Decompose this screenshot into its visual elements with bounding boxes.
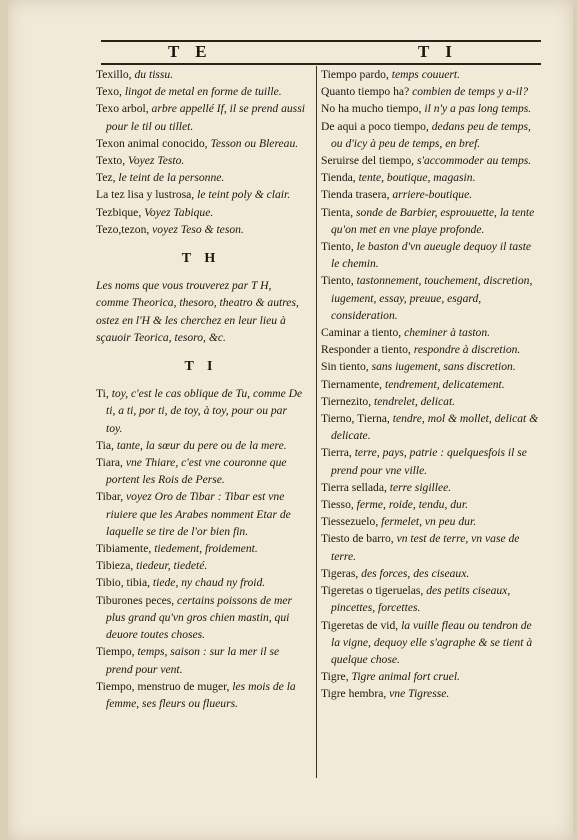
dictionary-entry bbox=[96, 152, 306, 169]
dictionary-entry bbox=[96, 540, 306, 557]
left-column bbox=[96, 66, 306, 712]
dictionary-entry bbox=[321, 530, 541, 564]
entry-definition: arbre appellé If, il se prend aussi pour le til ou tillet. bbox=[106, 102, 305, 133]
entry-definition: tendrement, delicatement. bbox=[382, 377, 505, 391]
entry-definition: vne Tigresse. bbox=[386, 687, 450, 701]
entry-definition: arriere-boutique. bbox=[389, 188, 473, 202]
dictionary-entry bbox=[96, 66, 306, 83]
entry-headword: Responder a tiento, bbox=[321, 343, 411, 357]
entry-definition: terre sigillee. bbox=[386, 480, 452, 494]
entry-headword: Tiento, bbox=[321, 274, 354, 288]
right-column bbox=[321, 66, 541, 703]
running-head-right: T I bbox=[418, 42, 458, 61]
dictionary-entry bbox=[321, 152, 541, 169]
entry-definition: Tesson ou Blereau. bbox=[207, 136, 299, 150]
dictionary-entry bbox=[321, 118, 541, 152]
dictionary-entry bbox=[321, 272, 541, 324]
column-divider bbox=[316, 66, 317, 778]
entry-definition: tendrelet, delicat. bbox=[371, 394, 456, 408]
ti-entry-list bbox=[96, 385, 306, 712]
dictionary-entry bbox=[321, 410, 541, 444]
entry-headword: Tiessezuelo, bbox=[321, 515, 379, 529]
entry-headword: Tiempo, bbox=[96, 645, 135, 659]
entry-headword: No ha mucho tiempo, bbox=[321, 102, 422, 116]
dictionary-entry bbox=[96, 385, 306, 437]
entry-headword: Caminar a tiento, bbox=[321, 326, 402, 340]
entry-definition: ferme, roide, tendu, dur. bbox=[353, 498, 468, 512]
dictionary-entry bbox=[321, 479, 541, 496]
entry-definition: la vuille fleau ou tendron de la vigne, dequoy elle s'agraphe & se tient à quelque chose. bbox=[331, 618, 533, 666]
entry-definition: les mois de la femme, ses fleurs ou flueurs. bbox=[106, 679, 296, 710]
dictionary-entry bbox=[321, 324, 541, 341]
dictionary-entry bbox=[96, 100, 306, 134]
entry-definition: voyez Oro de Tibar : Tibar est vne riuiere que les Arabes nomment Etar de laquelle se tire de l'or bien fin. bbox=[106, 490, 291, 538]
entry-headword: Quanto tiempo ha? bbox=[321, 85, 410, 99]
entry-headword: Tibio, tibia, bbox=[96, 576, 151, 590]
entry-headword: Seruirse del tiempo, bbox=[321, 154, 415, 168]
entry-headword: Tigeras, bbox=[321, 566, 359, 580]
dictionary-entry bbox=[321, 582, 541, 616]
entry-definition: tiedeur, tiedeté. bbox=[133, 559, 208, 573]
dictionary-entry bbox=[321, 668, 541, 685]
entry-headword: Tiernamente, bbox=[321, 377, 383, 391]
entry-headword: Texillo, bbox=[96, 68, 132, 81]
entry-definition: temps, saison : sur la mer il se prend pour vent. bbox=[106, 645, 280, 676]
entry-headword: Tibiamente, bbox=[96, 542, 152, 556]
dictionary-entry bbox=[96, 204, 306, 221]
dictionary-entry bbox=[96, 186, 306, 203]
section-heading-ti: T I bbox=[184, 359, 218, 375]
entry-headword: De aqui a poco tiempo, bbox=[321, 119, 429, 133]
entry-definition: terre, pays, patrie : quelquesfois il se prend pour vne ville. bbox=[331, 446, 527, 477]
dictionary-entry bbox=[96, 169, 306, 186]
entry-headword: Tezo,tezon, bbox=[96, 222, 150, 236]
dictionary-entry bbox=[96, 221, 306, 238]
dictionary-entry bbox=[321, 565, 541, 582]
dictionary-entry bbox=[321, 444, 541, 478]
dictionary-entry bbox=[321, 169, 541, 186]
dictionary-entry bbox=[321, 83, 541, 100]
dictionary-entry bbox=[321, 376, 541, 393]
dictionary-entry bbox=[96, 592, 306, 644]
entry-headword: Tiesto de barro, bbox=[321, 532, 394, 546]
section-heading-th: T H bbox=[181, 251, 221, 267]
dictionary-entry bbox=[321, 513, 541, 530]
dictionary-entry bbox=[96, 574, 306, 591]
entry-definition: sans iugement, sans discretion. bbox=[368, 360, 516, 374]
entry-definition: vne Thiare, c'est vne couronne que portent les Rois de Perse. bbox=[106, 456, 287, 487]
entry-headword: Texo arbol, bbox=[96, 102, 149, 116]
entry-headword: Tierra sellada, bbox=[321, 480, 387, 494]
dictionary-entry bbox=[321, 100, 541, 117]
dictionary-entry bbox=[96, 437, 306, 454]
entry-definition: il n'y a pas long temps. bbox=[421, 102, 532, 116]
entry-headword: Tiernezito, bbox=[321, 394, 372, 408]
dictionary-entry bbox=[96, 488, 306, 540]
entry-headword: Ti, bbox=[96, 387, 109, 401]
entry-headword: Tia, bbox=[96, 438, 114, 452]
entry-headword: Tiesso, bbox=[321, 498, 354, 512]
dictionary-entry bbox=[321, 238, 541, 272]
dictionary-entry bbox=[321, 358, 541, 375]
entry-definition: le baston d'vn aueugle dequoy il taste le chemin. bbox=[331, 240, 532, 271]
entry-definition: tiedement, froidement. bbox=[151, 542, 258, 556]
entry-headword: Tiara, bbox=[96, 456, 123, 470]
entry-definition: cheminer à taston. bbox=[401, 326, 491, 340]
entry-definition: Voyez Tabique. bbox=[141, 205, 214, 219]
entry-definition: le teint poly & clair. bbox=[194, 188, 291, 202]
entry-headword: Tienda trasera, bbox=[321, 188, 390, 202]
entry-definition: des forces, des ciseaux. bbox=[358, 566, 470, 580]
entry-headword: Tezbique, bbox=[96, 205, 142, 219]
entry-headword: Tibieza, bbox=[96, 559, 134, 573]
entry-headword: Tienta, bbox=[321, 205, 354, 219]
dictionary-entry bbox=[321, 496, 541, 513]
entry-headword: Tigre hembra, bbox=[321, 687, 387, 701]
entry-definition: voyez Teso & teson. bbox=[149, 222, 244, 236]
entry-definition: tiede, ny chaud ny froid. bbox=[150, 576, 266, 590]
entry-definition: tendre, mol & mollet, delicat & delicate. bbox=[331, 412, 539, 443]
entry-headword: Texon animal conocido, bbox=[96, 136, 208, 150]
entry-headword: Texo, bbox=[96, 85, 122, 99]
dictionary-entry bbox=[96, 678, 306, 712]
entry-headword: Tigeretas o tigeruelas, bbox=[321, 584, 424, 598]
entry-definition: tente, boutique, magasin. bbox=[355, 171, 476, 185]
entry-definition: du tissu. bbox=[131, 68, 174, 81]
entry-headword: Tiempo pardo, bbox=[321, 68, 389, 81]
entry-headword: Tierno, Tierna, bbox=[321, 412, 390, 426]
dictionary-entry bbox=[321, 186, 541, 203]
entry-headword: Tez, bbox=[96, 171, 116, 185]
entry-headword: Sin tiento, bbox=[321, 360, 369, 374]
dictionary-entry bbox=[321, 685, 541, 702]
entry-definition: respondre à discretion. bbox=[410, 343, 521, 357]
entry-headword: Tiburones peces, bbox=[96, 593, 175, 607]
entry-definition: certains poissons de mer plus grand qu'vn gros chien mastin, qui deuore toutes choses. bbox=[106, 593, 293, 642]
header-rule-top bbox=[101, 40, 541, 42]
entry-definition: Voyez Testo. bbox=[125, 154, 185, 168]
dictionary-entry bbox=[96, 557, 306, 574]
entry-headword: Tiento, bbox=[321, 240, 354, 254]
entry-definition: fermelet, vn peu dur. bbox=[378, 515, 477, 529]
entry-definition: combien de temps y a-il? bbox=[409, 85, 529, 99]
entry-headword: Tienda, bbox=[321, 171, 356, 185]
dictionary-entry bbox=[321, 393, 541, 410]
right-entry-list bbox=[321, 66, 541, 703]
entry-definition: dedans peu de temps, ou d'icy à peu de temps, en bref. bbox=[331, 119, 531, 150]
dictionary-entry bbox=[96, 135, 306, 152]
entry-definition: sonde de Barbier, esprouuette, la tente qu'on met en vne playe profonde. bbox=[331, 205, 535, 236]
dictionary-entry bbox=[321, 204, 541, 238]
entry-headword: Tiempo, menstruo de muger, bbox=[96, 679, 230, 693]
entry-definition: des petits ciseaux, pincettes, forcettes. bbox=[331, 584, 511, 615]
entry-headword: Tierra, bbox=[321, 446, 352, 460]
entry-definition: s'accommoder au temps. bbox=[414, 154, 532, 168]
entry-definition: tastonnement, touchement, discretion, iugement, essay, preuue, esgard, consideration. bbox=[331, 274, 533, 322]
entry-headword: Tigeretas de vid, bbox=[321, 618, 399, 632]
entry-definition: vn test de terre, vn vase de terre. bbox=[331, 532, 520, 563]
entry-definition: tante, la sœur du pere ou de la mere. bbox=[113, 438, 287, 452]
running-head-left: T E bbox=[168, 42, 213, 61]
entry-headword: Tigre, bbox=[321, 670, 349, 684]
dictionary-entry bbox=[321, 617, 541, 669]
entry-definition: temps couuert. bbox=[388, 68, 461, 81]
te-entry-list bbox=[96, 66, 306, 238]
dictionary-entry bbox=[321, 341, 541, 358]
entry-headword: La tez lisa y lustrosa, bbox=[96, 188, 195, 202]
entry-definition: le teint de la personne. bbox=[115, 171, 225, 185]
dictionary-entry bbox=[96, 643, 306, 677]
th-note: Les noms que vous trouverez par T H, comme Theorica, thesoro, theatro & autres, ostez en l'H & les cherchez en leur lieu à sçauoir Teorica, tesoro, &c. bbox=[96, 279, 299, 344]
dictionary-entry bbox=[321, 66, 541, 83]
entry-definition: Tigre animal fort cruel. bbox=[348, 670, 460, 684]
dictionary-entry bbox=[96, 83, 306, 100]
entry-definition: lingot de metal en forme de tuille. bbox=[121, 85, 282, 99]
entry-headword: Tibar, bbox=[96, 490, 124, 504]
header-rule-bottom bbox=[101, 63, 541, 65]
entry-headword: Texto, bbox=[96, 154, 126, 168]
entry-definition: toy, c'est le cas oblique de Tu, comme De ti, a ti, por ti, de toy, à toy, pour ou par toy. bbox=[106, 387, 303, 435]
dictionary-entry bbox=[96, 454, 306, 488]
